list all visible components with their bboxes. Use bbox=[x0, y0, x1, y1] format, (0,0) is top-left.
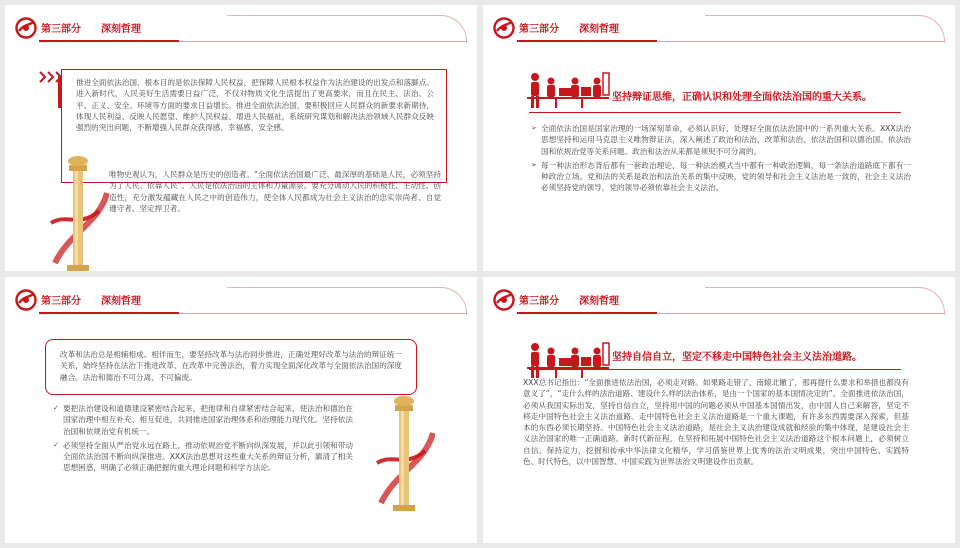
list-item: ✓ 必须坚持全面从严治党永远在路上，推动依规治党不断向纵深发展，并以此引领和带动全面依法治国不断向纵深推进。XXX法治思想对这些重大关系的辩证分析，廓清了相关思想困惑，明确了必须正确把握的重大理论问题和科学方法论。 bbox=[53, 440, 353, 474]
slide-header bbox=[5, 5, 477, 53]
header-arc bbox=[227, 15, 467, 43]
header-arc bbox=[705, 287, 945, 315]
part-label: 第三部分 bbox=[41, 296, 81, 307]
header-arc bbox=[705, 15, 945, 43]
topic-label: 深刻哲理 bbox=[579, 24, 619, 35]
topic-label: 深刻哲理 bbox=[101, 24, 141, 35]
header-rule-accent bbox=[517, 40, 657, 42]
title-underline bbox=[529, 112, 901, 113]
part-label: 第三部分 bbox=[519, 24, 559, 35]
huabiao-pillar-icon bbox=[49, 153, 109, 271]
slide-2 bbox=[483, 5, 955, 271]
meeting-people-icon bbox=[525, 69, 611, 109]
header-rule-accent bbox=[39, 40, 179, 42]
topic-label: 深刻哲理 bbox=[101, 296, 141, 307]
party-emblem-icon bbox=[493, 289, 515, 311]
body-paragraph: 唯物史观认为，人民群众是历史的创造者。“全面依法治国最广泛、最深厚的基础是人民，必须坚持为了人民、依靠人民”，人民是依法治国的主体和力量源泉。要充分调动人民的积极性、主动性、创造性，充分激发蕴藏在人民之中的创造伟力，使全体人民都成为社会主义法治的忠实崇尚者、自觉遵守者、坚定捍卫者。 bbox=[109, 170, 441, 213]
slide-header bbox=[483, 277, 955, 325]
header-arc bbox=[227, 287, 467, 315]
slide-1 bbox=[5, 5, 477, 271]
box-text: 改革和法治总是相辅相成、相伴而生，要坚持改革与法治同步推进，正确处理好改革与法治的辩证统一关系，始终坚持在法治下推进改革、在改革中完善法治，着力实现全面深化改革与全面依法治国的深度融合。法治和德治不可分离、不可偏废。 bbox=[60, 350, 402, 382]
slide-3 bbox=[5, 277, 477, 543]
content-box bbox=[61, 69, 447, 183]
check-list bbox=[53, 403, 353, 477]
slide-header bbox=[5, 277, 477, 325]
topic-label: 深刻哲理 bbox=[579, 296, 619, 307]
meeting-people-icon bbox=[525, 339, 611, 379]
header-rule-accent bbox=[39, 312, 179, 314]
box-text: 推进全面依法治国，根本目的是依法保障人民权益，把保障人民根本权益作为法治建设的出发点和落脚点。进入新时代，人民美好生活需要日益广泛，不仅对物质文化生活提出了更高要求，而且在民主、法治、公平、正义、安全、环境等方面的要求日益增长。推进全面依法治国，要积极回应人民群众的新要求新期待，体现人民利益、反映人民愿望、维护人民权益、增进人民福祉，系统研究谋划和解决法治领域人民群众反映强烈的突出问题，不断增强人民群众获得感、幸福感、安全感。 bbox=[76, 78, 434, 133]
list-item: ➢ 全面依法治国是国家治理的一场深刻革命，必须认识好、处理好全面依法治国中的一系列重大关系。XXX法治思想坚持和运用马克思主义唯物辩证法，深入阐述了政治和法治、改革和法治、依法治国和以德治国、依法治国和依规治党等关系问题。政治和法治从来都是须臾不可分离的。 bbox=[531, 123, 911, 157]
title-underline bbox=[529, 369, 901, 370]
list-item: ✓ 要把法治建设和道德建设紧密结合起来，把他律和自律紧密结合起来，使法治和德治在国家治理中相互补充、相互促进，共同推进国家治理体系和治理能力现代化。坚持依法治国和依规治党有机统一。 bbox=[53, 403, 353, 437]
section-title: 坚持自信自立，坚定不移走中国特色社会主义法治道路。 bbox=[612, 352, 862, 363]
slide-header bbox=[483, 5, 955, 53]
part-label: 第三部分 bbox=[41, 24, 81, 35]
content-box bbox=[45, 339, 417, 395]
header-rule-accent bbox=[517, 312, 657, 314]
party-emblem-icon bbox=[15, 17, 37, 39]
party-emblem-icon bbox=[493, 17, 515, 39]
body-paragraph: XXX总书记指出：“全面推进依法治国，必须走对路。如果路走错了，南辕北辙了，那再提什么要求和举措也都没有意义了”，“走什么样的法治道路、建设什么样的法治体系，是由一个国家的基本国情决定的”。全面推进依法治国，必须从我国实际出发，坚持自信自立，坚持用中国的问题必须从中国基本国情出发，由中国人自己来解答，坚定不移走中国特色社会主义法治道路。走中国特色社会主义法治道路是一个重大课题，有许多东西需要深入探索，但基本的东西必须长期坚持。中国特色社会主义法治道路，是社会主义法治建设成就和经验的集中体现，是建设社会主义法治国家的唯一正确道路。新时代新征程，在坚持和拓展中国特色社会主义法治道路这个根本问题上，必须树立自信、保持定力，挖掘和传承中华法律文化精华，学习借鉴世界上优秀的法治文明成果，突出中国特色、实践特色、时代特色，以中国智慧、中国实践为世界法治文明建设作出贡献。 bbox=[523, 378, 909, 467]
list-item: ➢ 每一种法治形态背后都有一套政治理论，每一种法治模式当中都有一种政治逻辑，每一条法治道路底下都有一种政治立场。党和法的关系是政治和法治关系的集中反映，党的领导和社会主义法治是一致的，社会主义法治必须坚持党的领导，党的领导必须依靠社会主义法治。 bbox=[531, 160, 911, 194]
section-title: 坚持辩证思维，正确认识和处理全面依法治国的重大关系。 bbox=[612, 92, 872, 103]
part-label: 第三部分 bbox=[519, 296, 559, 307]
slide-4 bbox=[483, 277, 955, 543]
huabiao-pillar-icon bbox=[357, 393, 453, 511]
party-emblem-icon bbox=[15, 289, 37, 311]
bullet-list bbox=[531, 123, 911, 197]
